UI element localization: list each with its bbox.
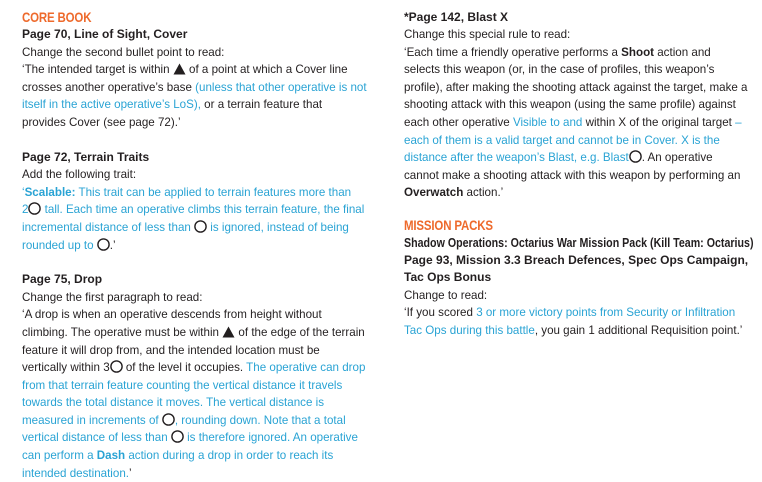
changed-text: Visible to and — [512, 115, 583, 129]
entry-intro: Change to read: — [404, 288, 488, 302]
circle-range-icon — [28, 202, 41, 215]
body-text: of a point at which a Cover line crosses another operative’s base — [22, 63, 348, 94]
circle-range-icon — [629, 150, 642, 163]
body-text: ‘Each time a friendly operative performs a — [404, 45, 622, 59]
circle-range-icon — [194, 220, 207, 233]
body-text: ‘A drop is when an operative descends from height without climbing. The operative must be within — [22, 308, 322, 339]
entry-terrain-traits — [22, 149, 367, 255]
entry-heading: Page 93, Mission 3.3 Breach Defences, Spec Ops Campaign, Tac Ops Bonus — [404, 252, 749, 285]
changed-text: (unless that other operative is not itself in the active operative’s LoS), — [22, 80, 367, 112]
circle-range-icon — [97, 238, 110, 251]
entry-body — [22, 184, 367, 254]
circle-range-icon — [110, 360, 123, 373]
action-name: Dash — [96, 449, 126, 463]
entry-intro: Change the first paragraph to read: — [22, 290, 203, 304]
changed-text: The operative can drop from that terrain feature counting the vertical distance it travels towards the total distance it moves. The vertical distance is measured in increments of — [22, 361, 366, 427]
body-text: . — [641, 151, 645, 165]
action-name: Shoot — [621, 45, 655, 59]
entry-heading: Page 72, Terrain Traits — [22, 149, 150, 164]
body-text: of the edge of the terrain feature it will drop from, and the intended location must be vertically within — [22, 325, 365, 375]
changed-text: , rounding down. Note that a total vertical distance of less than — [22, 413, 346, 445]
body-text: within X of the original target — [582, 115, 736, 129]
action-name: Overwatch — [404, 186, 464, 200]
entry-intro: Change this special rule to read: — [404, 28, 571, 41]
entry-drop — [22, 271, 367, 482]
entry-blast-x — [404, 8, 749, 202]
left-column — [22, 8, 367, 482]
trait-name: Scalable: — [24, 185, 76, 199]
changed-text: is therefore ignored. An operative can perform a — [22, 431, 358, 463]
entry-heading: Page 70, Line of Sight, Cover — [22, 27, 188, 41]
changed-text: This trait can be applied to terrain features more than — [75, 185, 352, 199]
triangle-range-icon — [222, 326, 235, 338]
body-text: action and selects this weapon (or, in the case of profiles, this weapon’s profile), after making the shooting attack against the target, make a shooting attack with this weapon (using the same profile) against each other operative — [404, 45, 748, 129]
changed-text: 2 — [22, 203, 29, 217]
entry-body — [404, 44, 749, 202]
entry-heading: Page 75, Drop — [22, 272, 103, 287]
body-text: An operative cannot make a shooting attack with this weapon by performing an — [404, 151, 741, 182]
changed-text: 3 or more victory points from Security or Infiltration Tac Ops during this battle — [404, 306, 736, 337]
body-text: action.’ — [463, 186, 504, 200]
body-text: or a terrain feature that provides Cover (see page 72).’ — [22, 98, 323, 129]
entry-line-of-sight — [22, 26, 367, 132]
section-title-core-book: CORE BOOK — [22, 9, 92, 25]
entry-body — [22, 61, 367, 131]
changed-text: – each of them is a valid target and cannot be in Cover. X is the distance after the weapon’s Blast, e.g. Blast — [404, 115, 742, 165]
mission-pack-subtitle: Shadow Operations: Octarius War Mission Pack (Kill Team: Octarius) — [404, 234, 754, 250]
body-text: ‘The intended target is within — [22, 63, 173, 77]
entry-intro: Add the following trait: — [22, 168, 137, 182]
changed-text: action during a drop in order to reach its intended destination. — [22, 449, 334, 480]
changed-text: ‘ — [22, 185, 25, 199]
entry-body — [404, 304, 749, 339]
right-column — [404, 8, 754, 340]
body-text: , you gain 1 additional Requisition point.’ — [534, 323, 743, 337]
changed-text: is ignored, instead of being rounded up to — [22, 220, 349, 252]
body-text: ’ — [129, 466, 132, 480]
entry-intro: Change the second bullet point to read: — [22, 45, 225, 59]
changed-text: Each time an operative climbs this terrain feature, the final incremental distance of less than — [22, 203, 365, 234]
circle-range-icon — [171, 430, 184, 443]
circle-range-icon — [162, 413, 175, 426]
entry-body — [22, 306, 367, 482]
changed-text: tall. — [41, 203, 63, 217]
section-title-mission-packs: MISSION PACKS — [404, 216, 493, 233]
body-text: .’ — [109, 238, 116, 252]
triangle-range-icon — [173, 63, 186, 75]
body-text: of the level it occupies. — [122, 361, 247, 375]
body-text: ‘If you scored — [404, 306, 477, 320]
entry-heading: *Page 142, Blast X — [404, 10, 509, 24]
entry-breach-defences — [404, 252, 749, 340]
body-text: 3 — [103, 361, 110, 375]
